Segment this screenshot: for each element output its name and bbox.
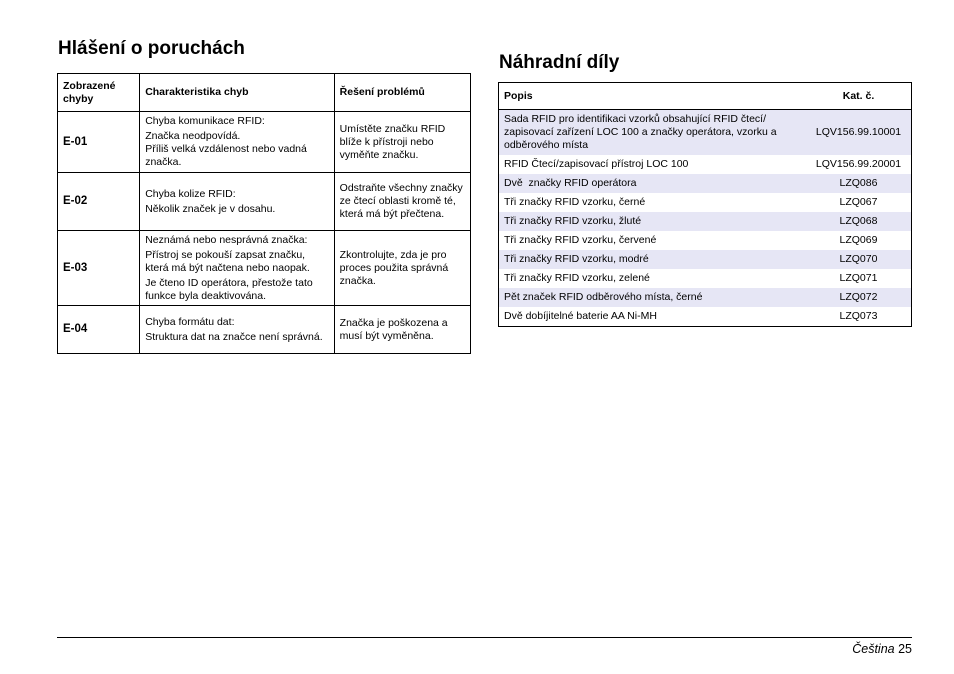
table-row (58, 231, 471, 306)
error-description (140, 306, 334, 354)
spare-parts-table (498, 82, 912, 327)
part-description: RFID Čtecí/zapisovací přístroj LOC 100 (504, 158, 689, 170)
error-solution: Zkontrolujte, zda je pro proces použita správná značka. (334, 231, 470, 306)
error-table-header (58, 74, 471, 112)
description-line: Struktura dat na značce není správná. (145, 330, 323, 343)
table-row (499, 307, 912, 327)
table-row (499, 231, 912, 250)
part-catalog-number: LZQ072 (806, 288, 912, 307)
table-row (499, 250, 912, 269)
description-line: Několik značek je v dosahu. (145, 202, 276, 215)
page-footer (852, 642, 912, 656)
part-catalog-number: LZQ068 (806, 212, 912, 231)
page-number: 25 (898, 642, 912, 656)
part-catalog-number: LQV156.99.20001 (815, 158, 902, 170)
table-row (499, 212, 912, 231)
header-catalog-number: Kat. č. (806, 83, 912, 110)
error-code: E-03 (58, 231, 140, 306)
error-description (140, 173, 334, 231)
error-description (140, 112, 334, 173)
error-section-title: Hlášení o poruchách (58, 38, 245, 59)
part-description: Tři značky RFID vzorku, červené (504, 234, 657, 246)
error-solution: Umístěte značku RFID blíže k přístroji nebo vyměňte značku. (334, 112, 470, 173)
part-description: Dvě dobíjitelné baterie AA Ni-MH (504, 310, 657, 322)
part-description: Tři značky RFID vzorku, zelené (504, 272, 650, 284)
part-catalog-number: LZQ086 (806, 174, 912, 193)
error-code: E-02 (58, 173, 140, 231)
part-catalog-number: LQV156.99.10001 (806, 110, 912, 156)
table-row (499, 155, 912, 174)
part-description: Dvě značky RFID operátora (499, 174, 807, 193)
spare-parts-title: Náhradní díly (499, 52, 620, 73)
part-catalog-number: LZQ073 (839, 310, 878, 322)
part-description: Tři značky RFID vzorku, černé (504, 196, 646, 208)
footer-language: Čeština (852, 642, 895, 656)
description-line: Neznámá nebo nesprávná značka: (145, 233, 308, 246)
table-row (499, 110, 912, 156)
part-catalog-number: LZQ070 (806, 250, 912, 269)
table-row (58, 112, 471, 173)
header-solution: Řešení problémů (334, 74, 470, 112)
description-line: Chyba formátu dat: (145, 315, 235, 328)
table-row (499, 174, 912, 193)
description-line: Chyba komunikace RFID: (145, 115, 265, 127)
part-catalog-number: LZQ071 (839, 272, 878, 284)
description-line: Značka neodpovídá. Příliš velká vzdálenost nebo vadná značka. (145, 130, 307, 168)
description-line: Chyba kolize RFID: (145, 187, 236, 200)
part-description: Tři značky RFID vzorku, modré (499, 250, 807, 269)
part-catalog-number: LZQ069 (839, 234, 878, 246)
description-line: Je čteno ID operátora, přestože tato funkce byla deaktivována. (145, 276, 313, 302)
header-error-description: Charakteristika chyb (140, 74, 334, 112)
header-description: Popis (499, 83, 807, 110)
table-row (499, 193, 912, 212)
error-code: E-01 (58, 112, 140, 173)
error-table (57, 73, 471, 354)
description-line: Přístroj se pokouší zapsat značku, která má být načtena nebo naopak. (145, 248, 310, 274)
table-row (58, 173, 471, 231)
part-description: Sada RFID pro identifikaci vzorků obsahující RFID čtecí/ zapisovací zařízení LOC 100 a značky operátora, vzorku a odběrového místa (499, 110, 807, 156)
table-row (58, 306, 471, 354)
table-row (499, 288, 912, 307)
header-displayed-errors: Zobrazené chyby (58, 74, 140, 112)
part-description: Pět značek RFID odběrového místa, černé (499, 288, 807, 307)
table-row (499, 269, 912, 288)
part-catalog-number: LZQ067 (839, 196, 878, 208)
error-solution: Značka je poškozena a musí být vyměněna. (334, 306, 470, 354)
part-description: Tři značky RFID vzorku, žluté (499, 212, 807, 231)
error-description (140, 231, 334, 306)
error-solution: Odstraňte všechny značky ze čtecí oblasti kromě té, která má být přečtena. (334, 173, 470, 231)
error-code: E-04 (58, 306, 140, 354)
parts-table-header (499, 83, 912, 110)
footer-divider (57, 637, 912, 638)
